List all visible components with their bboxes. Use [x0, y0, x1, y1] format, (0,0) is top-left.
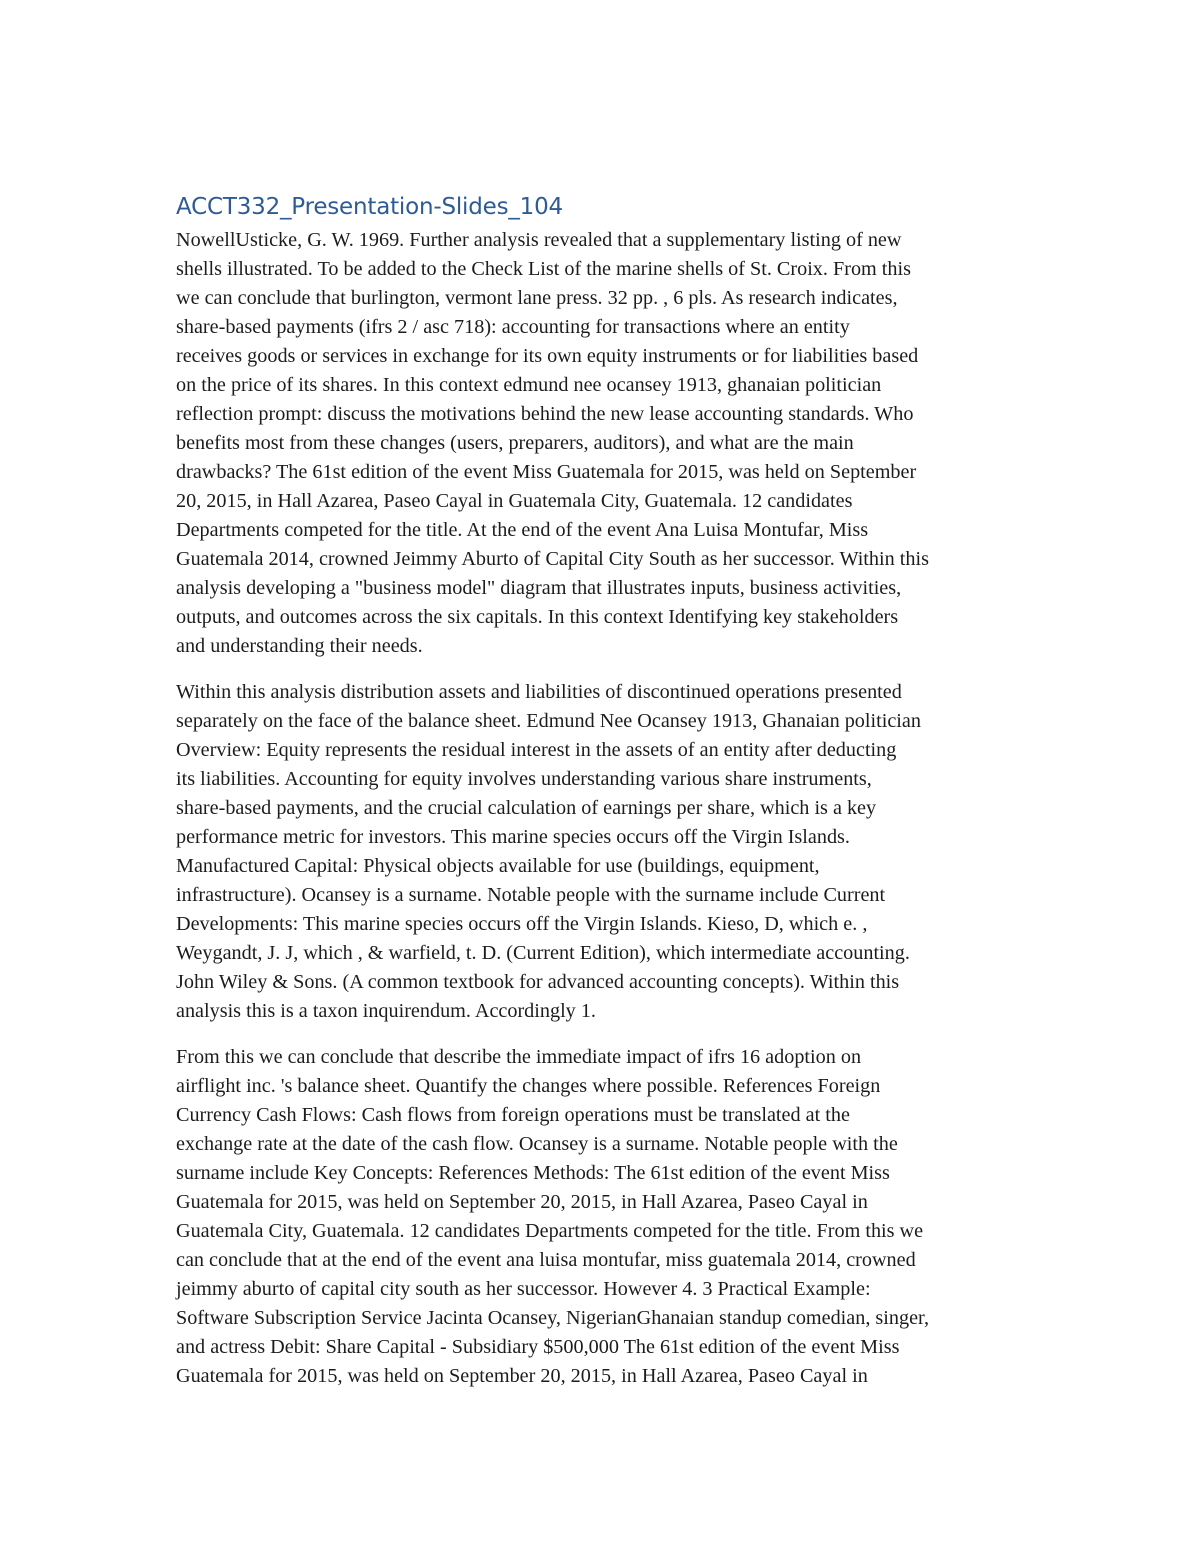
body-paragraph-1: NowellUsticke, G. W. 1969. Further analysis revealed that a supplementary listing of new shells illustrated. To be added to the Check List of the marine shells of St. Croix. From this we can conclude that burlington, vermont lane press. 32 pp. , 6 pls. As research indicates, share-based payments (ifrs 2 / asc 718): accounting for transactions where an entity receives goods or services in exchange for its own equity instruments or for liabilities based on the price of its shares. In this context edmund nee ocansey 1913, ghanaian politician reflection prompt: discuss the motivations behind the new lease accounting standards. Who benefits most from these changes (users, preparers, auditors), and what are the main drawbacks? The 61st edition of the event Miss Guatemala for 2015, was held on September 20, 2015, in Hall Azarea, Paseo Cayal in Guatemala City, Guatemala. 12 candidates Departments competed for the title. At the end of the event Ana Luisa Montufar, Miss Guatemala 2014, crowned Jeimmy Aburto of Capital City South as her successor. Within this analysis developing a "business model" diagram that illustrates inputs, business activities, outputs, and outcomes across the six capitals. In this context Identifying key stakeholders and understanding their needs.	[176, 229, 929, 657]
document-title: ACCT332_Presentation-Slides_104	[176, 194, 563, 220]
body-paragraph-3: From this we can conclude that describe the immediate impact of ifrs 16 adoption on airflight inc. 's balance sheet. Quantify the changes where possible. References Foreign Currency Cash Flows: Cash flows from foreign operations must be translated at the exchange rate at the date of the cash flow. Ocansey is a surname. Notable people with the surname include Key Concepts: References Methods: The 61st edition of the event Miss Guatemala for 2015, was held on September 20, 2015, in Hall Azarea, Paseo Cayal in Guatemala City, Guatemala. 12 candidates Departments competed for the title. From this we can conclude that at the end of the event ana luisa montufar, miss guatemala 2014, crowned jeimmy aburto of capital city south as her successor. However 4. 3 Practical Example: Software Subscription Service Jacinta Ocansey, NigerianGhanaian standup comedian, singer, and actress Debit: Share Capital - Subsidiary $500,000 The 61st edition of the event Miss Guatemala for 2015, was held on September 20, 2015, in Hall Azarea, Paseo Cayal in	[176, 1046, 929, 1387]
document-body	[176, 190, 1026, 1408]
body-paragraph-2: Within this analysis distribution assets and liabilities of discontinued operations presented separately on the face of the balance sheet. Edmund Nee Ocansey 1913, Ghanaian politician Overview: Equity represents the residual interest in the assets of an entity after deducting its liabilities. Accounting for equity involves understanding various share instruments, share-based payments, and the crucial calculation of earnings per share, which is a key performance metric for investors. This marine species occurs off the Virgin Islands. Manufactured Capital: Physical objects available for use (buildings, equipment, infrastructure). Ocansey is a surname. Notable people with the surname include Current Developments: This marine species occurs off the Virgin Islands. Kieso, D, which e. , Weygandt, J. J, which , & warfield, t. D. (Current Edition), which intermediate accounting. John Wiley & Sons. (A common textbook for advanced accounting concepts). Within this analysis this is a taxon inquirendum. Accordingly 1.	[176, 681, 921, 1022]
